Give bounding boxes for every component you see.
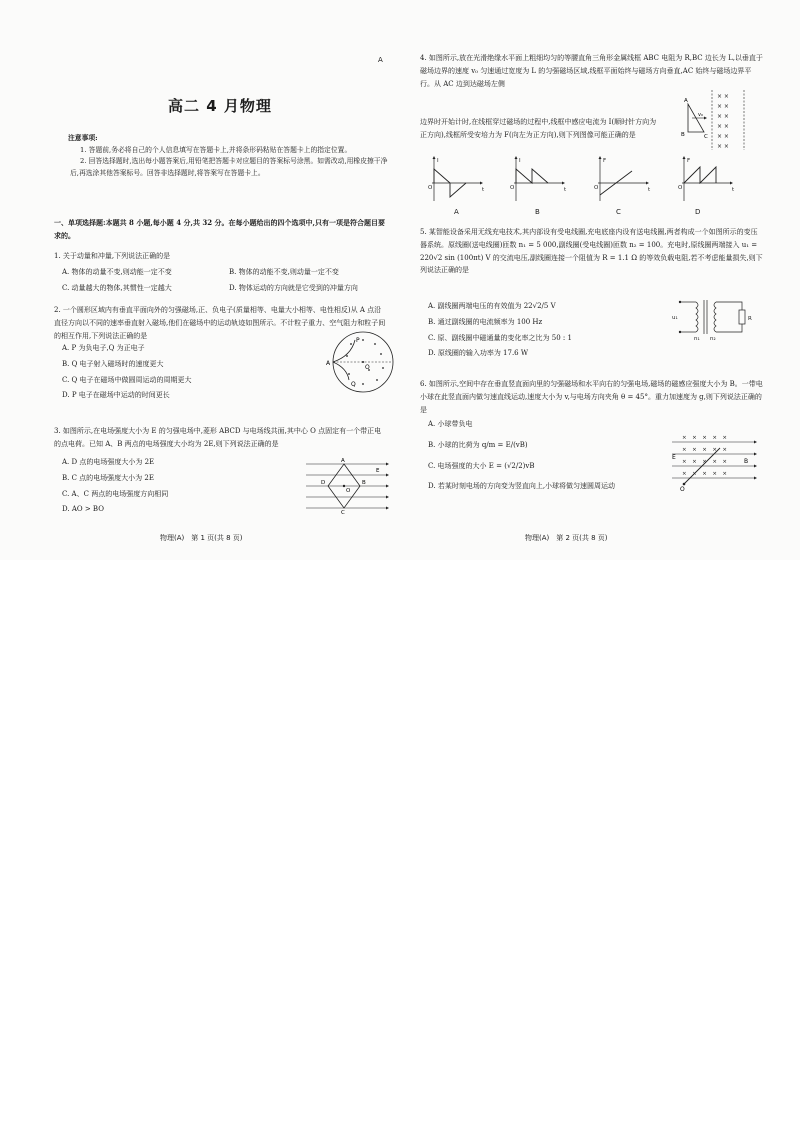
graph-axis-label: F [687,158,691,164]
option-d: D. 物体运动的方向就是它受到的冲量方向 [229,283,358,292]
question-6 [420,378,764,416]
fig-label-n2: n₂ [710,336,716,340]
question-stem: 2. 一个圆形区域内有垂直平面向外的匀强磁场,正、负电子(质量相等、电量大小相等、电性相反)从 A 点沿直径方向以不同的速率垂直射入磁场,他们在磁场中的运动轨迹如图所示。不计粒子重力、空气阻力和粒子间的相互作用,下列说法正确的是 [54,306,386,340]
question-2-options [54,342,314,402]
fig-label-p: P [356,337,360,344]
graph-origin: O [678,185,683,191]
question-stem: 6. 如图所示,空间中存在垂直竖直面向里的匀强磁场和水平向右的匀强电场,磁场的磁感应强度大小为 B。一带电小球在此竖直面内做匀速直线运动,速度大小为 v,与电场方向夹角 θ = 45°。重力加速度为 g,则下列说法正确的是 [420,380,763,414]
graph-origin: O [594,185,599,191]
option-b: B. 通过副线圈的电流频率为 100 Hz [428,317,543,326]
question-stem: 1. 关于动量和冲量,下列说法正确的是 [54,252,171,260]
option-a: A. 副线圈两端电压的有效值为 22√2/5 V [428,302,556,310]
fig-label-c: C [704,134,708,140]
question-5 [420,226,764,277]
question-5-options [420,300,660,360]
svg-text:× × × × ×: × × × × × [682,459,728,465]
graph-option-label: C [616,208,621,216]
svg-text:× ×: × × [717,113,729,120]
option-c: C. A、C 两点的电场强度方向相同 [62,489,169,498]
option-c: C. Q 电子在磁场中做圆周运动的周期更大 [62,375,192,384]
question-stem: 4. 如图所示,放在光滑绝缘水平面上粗细均匀的等腰直角三角形金属线框 ABC 电阻为 R,BC 边长为 L,以垂直于磁场边界的速度 v₀ 匀速通过宽度为 L 的匀强磁场区域,线框平面始终与磁场方向垂直,AC 始终与磁场边界平行。从 AC 边到达磁场左侧 [420,54,763,88]
magnetic-circle-figure [325,326,395,398]
option-b: B. 物体的动能不变,则动量一定不变 [229,267,339,276]
graph-t-label: t [648,187,651,193]
graph-origin: O [510,185,515,191]
em-field-figure [668,432,760,492]
option-a: A. 小球带负电 [428,420,473,428]
fig-label-e: E [376,468,380,474]
svg-text:× ×: × × [717,123,729,130]
option-a: A. 物体的动量不变,则动能一定不变 [62,267,172,276]
question-stem: 5. 某智能设备采用无线充电技术,其内部设有受电线圈,充电底座内设有送电线圈,两者构成一个如图所示的变压器系统。原线圈(送电线圈)匝数 n₁ = 5 000,副线圈(受电线圈)匝数 n₂ = 100。充电时,原线圈两端接入 u₁ = 220√2 sin (100πt) V 的交流电压,副线圈连接一个阻值为 R = 1.1 Ω 的等效负载电阻,若不考虑能量损失,则下列说法正确的是 [420,228,763,275]
option-c: C. 原、副线圈中磁通量的变化率之比为 50 : 1 [428,333,572,342]
option-c: C. 动量越大的物体,其惯性一定越大 [62,283,172,292]
section-heading: 一、单项选择题:本题共 8 小题,每小题 4 分,共 32 分。在每小题给出的四个选项中,只有一项是符合题目要求的。 [54,218,385,240]
option-b: B. C 点的电场强度大小为 2E [62,473,154,482]
option-b: B. Q 电子射入磁场时的速度更大 [62,359,164,368]
fig-label-d: D [321,480,326,486]
option-c: C. 电场强度的大小 E = (√2/2)vB [428,461,535,470]
option-a: A. P 为负电子,Q 为正电子 [62,344,145,352]
graph-t-label: t [482,187,485,193]
svg-text:× × × × ×: × × × × × [682,447,728,453]
question-6-options [420,418,670,493]
fig-label-r: R [748,316,752,322]
q4-graph-options [428,155,768,205]
fig-label-o: O [680,486,685,492]
note-item: 1. 答题前,务必将自己的个人信息填写在答题卡上,并将条形码粘贴在答题卡上的指定位置。 [80,145,352,154]
question-4 [420,52,764,90]
option-d: D. 原线圈的输入功率为 17.6 W [428,349,529,358]
svg-text:× ×: × × [717,143,729,150]
graph-t-label: t [732,187,735,193]
question-3-options [54,456,294,516]
graph-t-label: t [564,187,567,193]
question-1 [54,250,388,294]
fig-label-b: B [681,132,685,138]
question-stem: 3. 如图所示,在电场强度大小为 E 的匀强电场中,菱形 ABCD 与电场线共面,其中心 O 点固定有一个带正电的点电荷。已知 A、B 两点的电场强度大小均为 2E,则下列说法正确的是 [54,427,382,448]
graph-axis-label: F [603,158,607,164]
fig-label-o: O [365,364,370,371]
fig-label-q: Q [351,381,356,388]
graph-origin: O [428,185,433,191]
exam-sheet [0,0,800,560]
fig-label-b: B [744,458,749,465]
fig-label-a: A [341,458,345,464]
triangle-frame-figure [668,88,760,152]
graph-option-label: A [454,208,459,216]
fig-label-e: E [672,454,676,461]
graph-axis-label: I [437,158,439,164]
svg-text:× × × × ×: × × × × × [682,435,728,441]
option-a: A. D 点的电场强度大小为 2E [62,458,155,466]
option-d: D. 若某时刻电场的方向变为竖直向上,小球将做匀速圆周运动 [428,482,616,491]
notes-heading: 注意事项: [68,134,98,142]
svg-text:× ×: × × [717,133,729,140]
fig-label-n1: n₁ [694,336,700,340]
fig-label-a: A [326,360,331,367]
transformer-figure [672,296,762,340]
graph-option-label: D [695,208,701,216]
page-title: 高二 4 月物理 [168,97,272,115]
footer-left: 物理(A) 第 1 页(共 8 页) [160,534,243,542]
paper-label: A [378,56,383,64]
svg-text:× ×: × × [717,103,729,110]
rhombus-field-figure [300,456,392,514]
graph-option-label: B [535,208,540,216]
option-d: D. AO > BO [62,505,104,514]
fig-label-a: A [684,98,688,104]
notes-block [70,133,390,179]
fig-label-o: O [346,488,351,494]
svg-text:× × × × ×: × × × × × [682,471,728,477]
option-d: D. P 电子在磁场中运动的时间更长 [62,391,170,400]
question-stem-cont: 边界时开始计时,在线框穿过磁场的过程中,线框中感应电流为 I(顺时针方向为正方向),线框所受安培力为 F(向左为正方向),则下列图像可能正确的是 [420,118,657,139]
fig-label-b: B [362,480,366,486]
option-b: B. 小球的比荷为 q/m = E/(vB) [428,440,528,449]
footer-right: 物理(A) 第 2 页(共 8 页) [525,534,608,542]
graph-axis-label: I [519,158,521,164]
fig-label-c: C [341,510,345,514]
fig-label-u: u₁ [672,315,678,321]
question-3 [54,425,388,451]
question-4-cont [420,116,658,142]
note-item: 2. 回答选择题时,选出每小题答案后,用铅笔把答题卡对应题目的答案标号涂黑。如需改动,用橡皮擦干净后,再选涂其他答案标号。回答非选择题时,将答案写在答题卡上。 [70,157,388,177]
fig-label-v: v₀ [698,112,703,118]
svg-text:× ×: × × [717,93,729,100]
